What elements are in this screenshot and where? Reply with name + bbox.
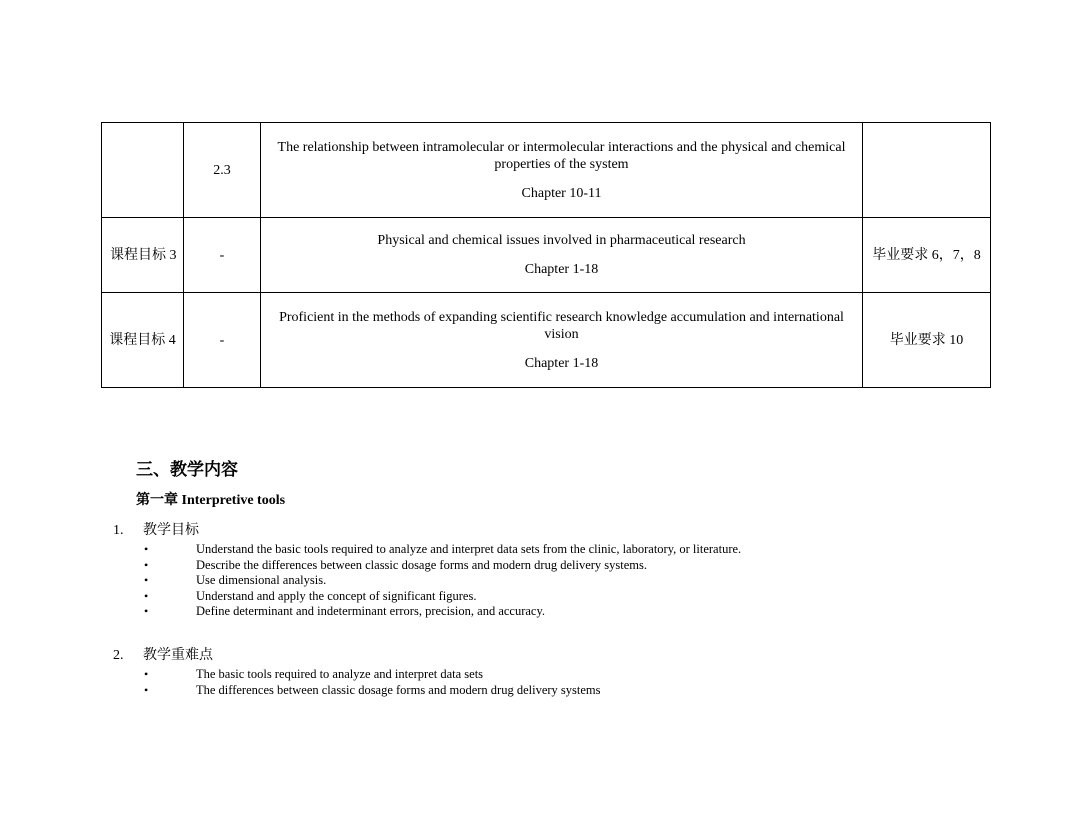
objectives-list (150, 542, 741, 620)
key-points-heading (113, 644, 213, 664)
index-cell: - (184, 293, 261, 388)
content-description: Physical and chemical issues involved in pharmaceutical research (377, 233, 746, 248)
chapter-label: 第一章 (136, 492, 178, 508)
goal-cell: 课程目标 3 (102, 218, 184, 293)
course-objectives-table (101, 122, 991, 388)
index-cell: 2.3 (184, 123, 261, 218)
index-cell: - (184, 218, 261, 293)
section-title: 三、教学内容 (136, 460, 238, 480)
content-cell (261, 218, 863, 293)
list-item: • Understand the basic tools required to analyze and interpret data sets from the clinic, laboratory, or literature. (150, 542, 741, 558)
chapter-heading (136, 489, 285, 509)
key-points-number: 2. (113, 648, 124, 663)
list-item: • Understand and apply the concept of significant figures. (150, 589, 741, 605)
requirement-cell: 毕业要求 6，7，8 (863, 218, 991, 293)
table-row (102, 218, 991, 293)
content-description: The relationship between intramolecular or intermolecular interactions and the physical and chemical properties of the system (277, 139, 846, 172)
goal-cell: 课程目标 4 (102, 293, 184, 388)
key-points-heading-text: 教学重难点 (143, 648, 213, 663)
key-points-list (150, 667, 601, 698)
content-chapter: Chapter 1-18 (524, 262, 599, 277)
list-item: • Define determinant and indeterminant errors, precision, and accuracy. (150, 604, 741, 620)
table-row (102, 123, 991, 218)
content-cell (261, 123, 863, 218)
content-description: Proficient in the methods of expanding scientific research knowledge accumulation and international vision (279, 309, 844, 342)
objectives-heading (113, 519, 199, 539)
requirement-cell: 毕业要求 10 (863, 293, 991, 388)
chapter-title: Interpretive tools (181, 493, 286, 508)
objectives-number: 1. (113, 523, 124, 538)
requirement-cell (863, 123, 991, 218)
list-item: • The basic tools required to analyze and interpret data sets (150, 667, 601, 683)
content-cell (261, 293, 863, 388)
list-item: • Use dimensional analysis. (150, 573, 741, 589)
goal-cell (102, 123, 184, 218)
list-item: • Describe the differences between classic dosage forms and modern drug delivery systems. (150, 558, 741, 574)
table-row (102, 293, 991, 388)
content-chapter: Chapter 1-18 (524, 355, 599, 371)
list-item: • The differences between classic dosage forms and modern drug delivery systems (150, 683, 601, 699)
content-chapter: Chapter 10-11 (521, 185, 602, 201)
objectives-heading-text: 教学目标 (143, 523, 199, 538)
